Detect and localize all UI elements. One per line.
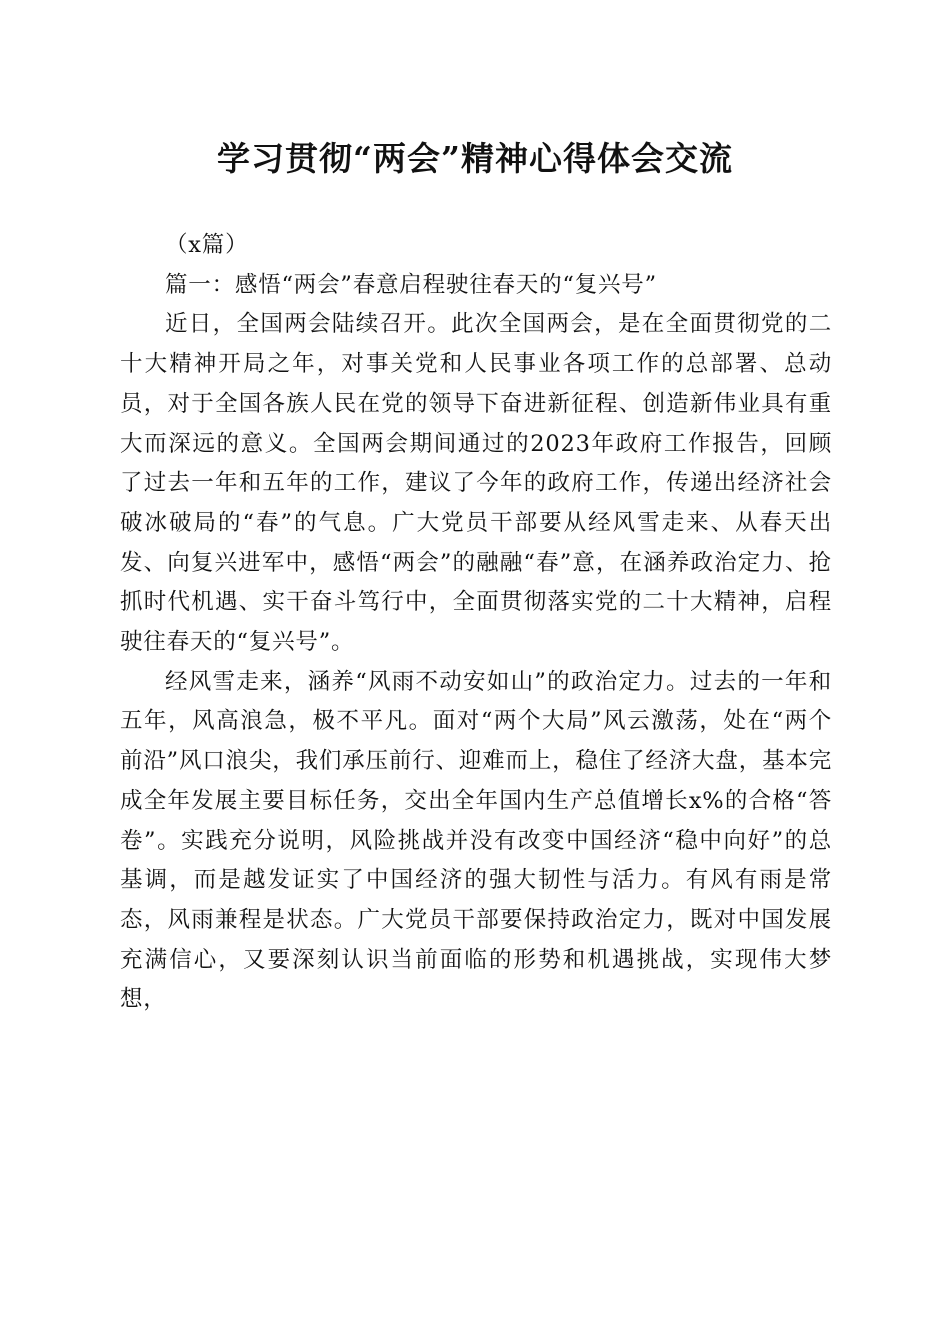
- section-heading: 篇一：感悟“两会”春意启程驶往春天的“复兴号”: [165, 271, 657, 298]
- document-title: 学习贯彻“两会”精神心得体会交流: [217, 139, 733, 178]
- paragraph-1: 近日，全国两会陆续召开。此次全国两会，是在全面贯彻党的二十大精神开局之年，对事关党和人民事业各项工作的总部署、总动员，对于全国各族人民在党的领导下奋进新征程、创造新伟业具有重大而深远的意义。全国两会期间通过的2023年政府工作报告，回顾了过去一年和五年的工作，建议了今年的政府工作，传递出经济社会破冰破局的“春”的气息。广大党员干部要从经风雪走来、从春天出发、向复兴进军中，感悟“两会”的融融“春”意，在涵养政治定力、抢抓时代机遇、实干奋斗笃行中，全面贯彻落实党的二十大精神，启程驶往春天的“复兴号”。: [120, 311, 832, 656]
- paragraph-2: 经风雪走来，涵养“风雨不动安如山”的政治定力。过去的一年和五年，风高浪急，极不平凡。面对“两个大局”风云激荡，处在“两个前沿”风口浪尖，我们承压前行、迎难而上，稳住了经济大盘，基本完成全年发展主要目标任务，交出全年国内生产总值增长x%的合格“答卷”。实践充分说明，风险挑战并没有改变中国经济“稳中向好”的总基调，而是越发证实了中国经济的强大韧性与活力。有风有雨是常态，风雨兼程是状态。广大党员干部要保持政治定力，既对中国发展充满信心，又要深刻认识当前面临的形势和机遇挑战，实现伟大梦想，: [120, 668, 832, 1013]
- document-subtitle: （x篇）: [165, 232, 249, 258]
- document-body: [120, 226, 832, 1020]
